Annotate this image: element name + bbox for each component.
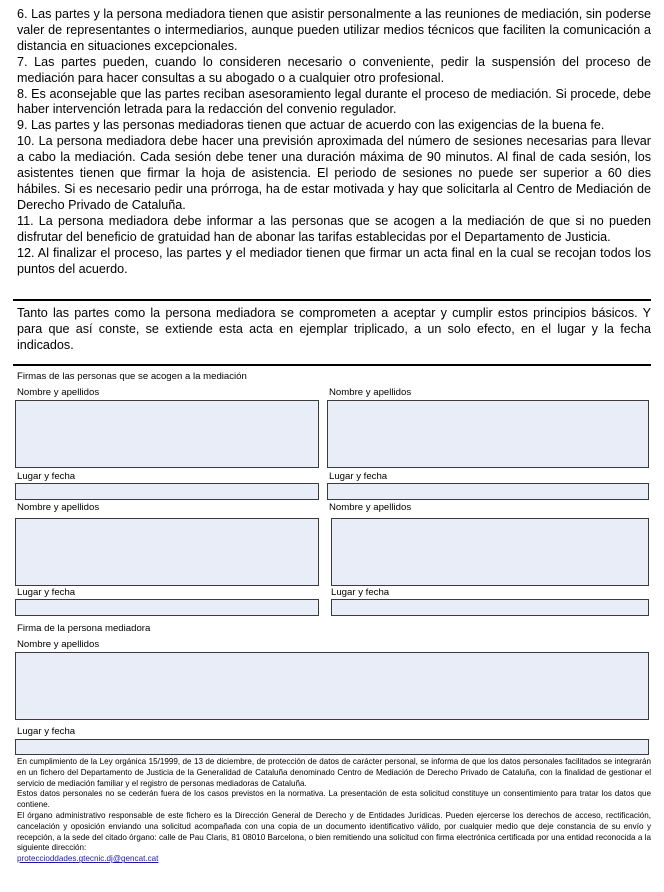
party1-place-date-label: Lugar y fecha	[17, 471, 76, 482]
mediation-principles-list	[17, 7, 651, 277]
clause-8: 8. Es aconsejable que las partes reciban asesoramiento legal durante el proceso de mediación. Si procede, debe haber intervención letrada para la redacción del convenio regulador.	[17, 86, 651, 117]
party2-signature-field[interactable]	[327, 400, 649, 468]
party2-place-date-label: Lugar y fecha	[329, 471, 388, 482]
notice-paragraph-2: Estos datos personales no se cederán fuera de los casos previstos en la normativa. La presentación de esta solicitud constituye un consentimiento para tratar los datos que contiene.	[17, 789, 651, 810]
party4-signature-field[interactable]	[331, 518, 649, 586]
closing-statement	[17, 305, 651, 353]
clause-7: 7. Las partes pueden, cuando lo consideren necesario o conveniente, pedir la suspensión del proceso de mediación para hacer consultas a su abogado o a cualquier otro profesional.	[17, 54, 651, 85]
mediator-signature-title: Firma de la persona mediadora	[17, 623, 151, 634]
party3-name-label: Nombre y apellidos	[17, 502, 100, 513]
clause-9: 9. Las partes y las personas mediadoras tienen que actuar de acuerdo con las exigencias de la buena fe.	[17, 118, 605, 133]
party4-place-date-label: Lugar y fecha	[331, 587, 390, 598]
party1-signature-field[interactable]	[15, 400, 319, 468]
divider-top	[13, 299, 651, 301]
closing-text: Tanto las partes como la persona mediadora se comprometen a aceptar y cumplir estos principios básicos. Y para que así conste, se extiende esta acta en ejemplar triplicado, a un solo efecto, en el lugar y la fecha indicados.	[17, 306, 651, 352]
divider-bottom	[13, 364, 651, 366]
clause-10: 10. La persona mediadora debe hacer una previsión aproximada del número de sesiones necesarias para llevar a cabo la mediación. Cada sesión debe tener una duración máxima de 90 minutos. Al final de cada sesión, los asistentes tienen que firmar la hoja de asistencia. El periodo de sesiones no puede ser superior a 60 dies hábiles. Si es necesario pedir una prórroga, ha de estar motivada y hay que solicitarla al Centro de Mediación de Derecho Privado de Cataluña.	[17, 134, 651, 212]
party3-signature-field[interactable]	[15, 518, 319, 586]
party1-place-date-field[interactable]	[15, 483, 319, 500]
clause-6: 6. Las partes y la persona mediadora tienen que asistir personalmente a las reuniones de mediación, sin poderse valer de representantes o intermediarios, aunque pueden utilizar medios técnicos que faciliten la comunicación a distancia en situaciones excepcionales.	[17, 7, 651, 53]
clause-12: 12. Al finalizar el proceso, las partes y el mediador tienen que firmar un acta final en la cual se recojan todos los puntos del acuerdo.	[17, 245, 651, 276]
mediator-name-label: Nombre y apellidos	[17, 639, 100, 650]
notice-paragraph-3: El órgano administrativo responsable de este fichero es la Dirección General de Derecho y de Entidades Jurídicas. Pueden ejercerse los derechos de acceso, rectificación, cancelación y oposición enviando una solicitud acompañada con una copia de un documento identificativo válido, por cualquier medio que deje constancia de su envío y recepción, a la sede del citado órgano: calle de Pau Claris, 81 08010 Barcelona, o bien remitiendo una solicitud con firma electrónica certificada por una entidad reconocida a la siguiente dirección:	[17, 810, 651, 853]
notice-paragraph-1: En cumplimiento de la Ley orgánica 15/1999, de 13 de diciembre, de protección de datos de carácter personal, se informa de que los datos personales facilitados se integrarán en un fichero del Departamento de Justicia de la Generalidad de Cataluña denominado Centro de Mediación de Derecho Privado de Cataluña, con la finalidad de gestionar el servicio de mediación familiar y el registro de personas mediadoras de Cataluña.	[17, 757, 651, 788]
data-protection-notice	[17, 757, 651, 865]
party3-place-date-label: Lugar y fecha	[17, 587, 76, 598]
mediator-place-date-label: Lugar y fecha	[17, 726, 76, 737]
contact-email-link[interactable]: proteccioddades.gtecnic.dj@gencat.cat	[17, 854, 159, 864]
party1-name-label: Nombre y apellidos	[17, 387, 100, 398]
party4-place-date-field[interactable]	[331, 599, 649, 616]
mediator-signature-field[interactable]	[15, 652, 649, 720]
party4-name-label: Nombre y apellidos	[329, 502, 412, 513]
mediator-place-date-field[interactable]	[15, 739, 649, 755]
parties-signature-title: Firmas de las personas que se acogen a la mediación	[17, 371, 247, 382]
party3-place-date-field[interactable]	[15, 599, 319, 616]
clause-11: 11. La persona mediadora debe informar a las personas que se acogen a la mediación de que si no pueden disfrutar del beneficio de gratuidad han de abonar las tarifas establecidas por el Departamento de Justicia.	[17, 213, 651, 244]
party2-name-label: Nombre y apellidos	[329, 387, 412, 398]
party2-place-date-field[interactable]	[327, 483, 649, 500]
